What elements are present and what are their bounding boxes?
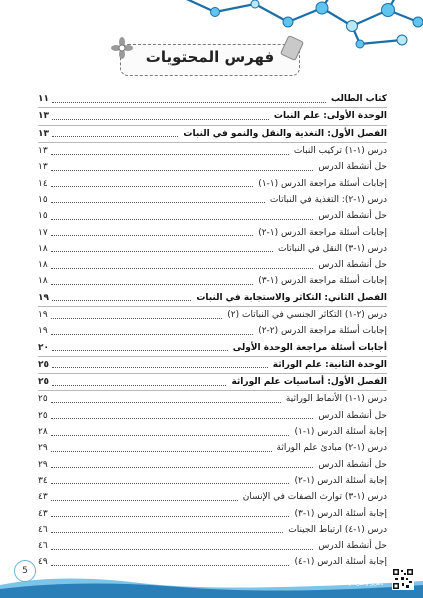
toc-entry-label: الوحدة الثانية: علم الوراثة (272, 359, 387, 370)
dot-leader (51, 402, 281, 403)
toc-entry-label: إجابات أسئلة مراجعة الدرس (١-٣) (258, 276, 387, 287)
toc-entry-label: حل أنشطة الدرس (318, 260, 387, 271)
toc-entry-label: درس (١-١) الأنماط الوراثية (285, 394, 387, 405)
toc-entry-row[interactable] (38, 554, 387, 570)
toc-entry-row[interactable] (38, 440, 387, 456)
toc-heading-row[interactable] (38, 126, 387, 143)
toc-entry-label: درس (٢-١) التكاثر الجنسي في النباتات (٢) (227, 310, 387, 320)
dot-leader (51, 532, 284, 533)
toc-heading-row[interactable] (38, 339, 387, 356)
title-banner (120, 44, 300, 76)
toc-entry-label: درس (١-٢): التغذية في النباتات (269, 194, 387, 205)
toc-page-number: ٤٦ (38, 524, 48, 535)
toc-entry-label: إجابات أسئلة مراجعة الدرس (١-٢) (258, 227, 387, 238)
toc-entry-label: درس (١-٢) مبادئ علم الوراثة (276, 443, 387, 454)
toc-heading-row[interactable] (38, 357, 387, 374)
toc-page-number: ٤٣ (38, 492, 48, 503)
toc-page-number: ١٨ (38, 243, 48, 254)
toc-page-number: ٢٩ (38, 459, 48, 470)
toc-entry-label: حل أنشطة الدرس (318, 459, 387, 470)
dot-leader (51, 418, 314, 419)
toc-heading-row[interactable] (38, 374, 387, 391)
toc-entry-label: درس (١-٤) ارتباط الجينات (288, 524, 387, 535)
dot-leader (51, 467, 314, 468)
flower-icon (110, 36, 134, 60)
page-number: 5 (14, 560, 36, 582)
toc-page-number: ٤٩ (38, 557, 48, 568)
toc-entry-label: الوحدة الأولى: علم النبات (273, 111, 387, 122)
toc-entry-label: الفصل الثاني: التكاثر والاستجابة في النبات (196, 292, 387, 303)
toc-entry-row[interactable] (38, 538, 387, 554)
toc-page-number: ١٩ (38, 326, 48, 337)
toc-page-number: ٢٥ (38, 377, 49, 388)
toc-entry-label: حل أنشطة الدرس (318, 541, 387, 552)
toc-entry-label: إجابات أسئلة مراجعة الدرس (٢-٢) (258, 326, 387, 337)
toc-entry-row[interactable] (38, 224, 387, 240)
toc-page-number: ٢٥ (38, 410, 48, 421)
toc-page-number: ١٥ (38, 194, 48, 205)
toc-entry-label: حل أنشطة الدرس (318, 211, 387, 222)
toc-heading-row[interactable] (38, 108, 387, 125)
dot-leader (52, 119, 269, 120)
toc-page-number: ٢٥ (38, 359, 49, 370)
toc-entry-label: الفصل الأول: أساسيات علم الوراثة (231, 377, 387, 388)
toc-entry-row[interactable] (38, 159, 387, 175)
dot-leader (52, 385, 226, 386)
dot-leader (51, 202, 265, 203)
toc-entry-label: حل أنشطة الدرس (318, 410, 387, 421)
dot-leader (52, 102, 326, 103)
toc-page-number: ١٩ (38, 292, 49, 303)
dot-leader (51, 451, 272, 452)
page-title: فهرس المحتويات (145, 48, 275, 66)
dot-leader (51, 516, 290, 517)
toc-page-number: ١٣ (38, 111, 49, 122)
toc-entry-row[interactable] (38, 257, 387, 273)
dot-leader (51, 154, 289, 155)
toc-page-number: ١٣ (38, 128, 49, 139)
dot-leader (51, 219, 314, 220)
toc-page-number: ١٩ (38, 310, 48, 320)
toc-heading-row[interactable] (38, 91, 387, 108)
toc-page-number: ١١ (38, 94, 49, 105)
dot-leader (51, 318, 223, 319)
footer-caption: بالعربي والفيزياء والكيمياء (335, 582, 384, 587)
toc-entry-row[interactable] (38, 391, 387, 407)
toc-page-number: ١٤ (38, 178, 48, 189)
toc-page-number: ٢٨ (38, 427, 48, 438)
toc-entry-label: الفصل الأول: التغذية والنقل والنمو في النبات (183, 128, 387, 139)
toc-entry-label: إجابة أسئلة الدرس (١-٢) (294, 475, 387, 486)
toc-page-number: ٢٠ (38, 342, 49, 353)
toc-page-number: ١٣ (38, 146, 48, 157)
dot-leader (51, 334, 254, 335)
dot-leader (51, 268, 314, 269)
dot-leader (51, 549, 314, 550)
qr-code-icon (392, 568, 414, 590)
toc-entry-row[interactable] (38, 473, 387, 489)
toc-entry-label: كتاب الطالب (331, 94, 387, 105)
dot-leader (51, 170, 314, 171)
dot-leader (51, 235, 254, 236)
toc-heading-row[interactable] (38, 290, 387, 307)
toc-entry-row[interactable] (38, 273, 387, 289)
toc-entry-row[interactable] (38, 143, 387, 159)
toc-entry-label: إجابة أسئلة الدرس (١-٣) (294, 508, 387, 519)
toc-page-number: ١٨ (38, 260, 48, 271)
toc-page-number: ١٧ (38, 227, 48, 238)
dot-leader (52, 350, 228, 351)
toc-page-number: ٤٣ (38, 508, 48, 519)
dot-leader (51, 565, 290, 566)
toc-page-number: ٢٥ (38, 394, 48, 405)
toc-page-number: ٣٤ (38, 475, 48, 486)
toc-entry-row[interactable] (38, 241, 387, 257)
dot-leader (51, 186, 254, 187)
toc-entry-row[interactable] (38, 192, 387, 208)
toc-entry-label: أجابات أسئلة مراجعة الوحدة الأولى (232, 342, 387, 353)
dot-leader (51, 435, 290, 436)
toc-page-number: ٤٦ (38, 541, 48, 552)
note-tag-icon (278, 34, 306, 62)
dot-leader (51, 251, 273, 252)
toc-entry-label: درس (١-١) تركيب النبات (293, 146, 387, 157)
toc-page-number: ١٨ (38, 276, 48, 287)
dot-leader (51, 500, 238, 501)
dot-leader (52, 367, 268, 368)
dot-leader (52, 136, 178, 137)
toc-entry-row[interactable] (38, 175, 387, 191)
toc-entry-row[interactable] (38, 408, 387, 424)
toc-entry-label: درس (١-٣) توارث الصفات في الإنسان (242, 492, 387, 503)
toc-entry-row[interactable] (38, 307, 387, 323)
toc-entry-label: إجابة أسئلة الدرس (١-١) (294, 427, 387, 438)
molecule-header-decoration (0, 0, 423, 50)
toc-entry-row[interactable] (38, 457, 387, 473)
dot-leader (51, 284, 254, 285)
toc-page-number: ١٥ (38, 211, 48, 222)
toc-page-number: ١٣ (38, 162, 48, 173)
table-of-contents (38, 91, 387, 571)
toc-entry-row[interactable] (38, 208, 387, 224)
toc-entry-label: درس (١-٣) النقل في النباتات (277, 243, 387, 254)
dot-leader (52, 300, 191, 301)
toc-entry-row[interactable] (38, 489, 387, 505)
toc-entry-row[interactable] (38, 522, 387, 538)
toc-entry-row[interactable] (38, 505, 387, 521)
toc-entry-row[interactable] (38, 323, 387, 339)
toc-entry-label: إجابات أسئلة مراجعة الدرس (١-١) (258, 178, 387, 189)
toc-entry-label: حل أنشطة الدرس (318, 162, 387, 173)
dot-leader (51, 483, 290, 484)
toc-entry-label: إجابة أسئلة الدرس (١-٤) (294, 557, 387, 568)
toc-entry-row[interactable] (38, 424, 387, 440)
toc-page-number: ٢٩ (38, 443, 48, 454)
